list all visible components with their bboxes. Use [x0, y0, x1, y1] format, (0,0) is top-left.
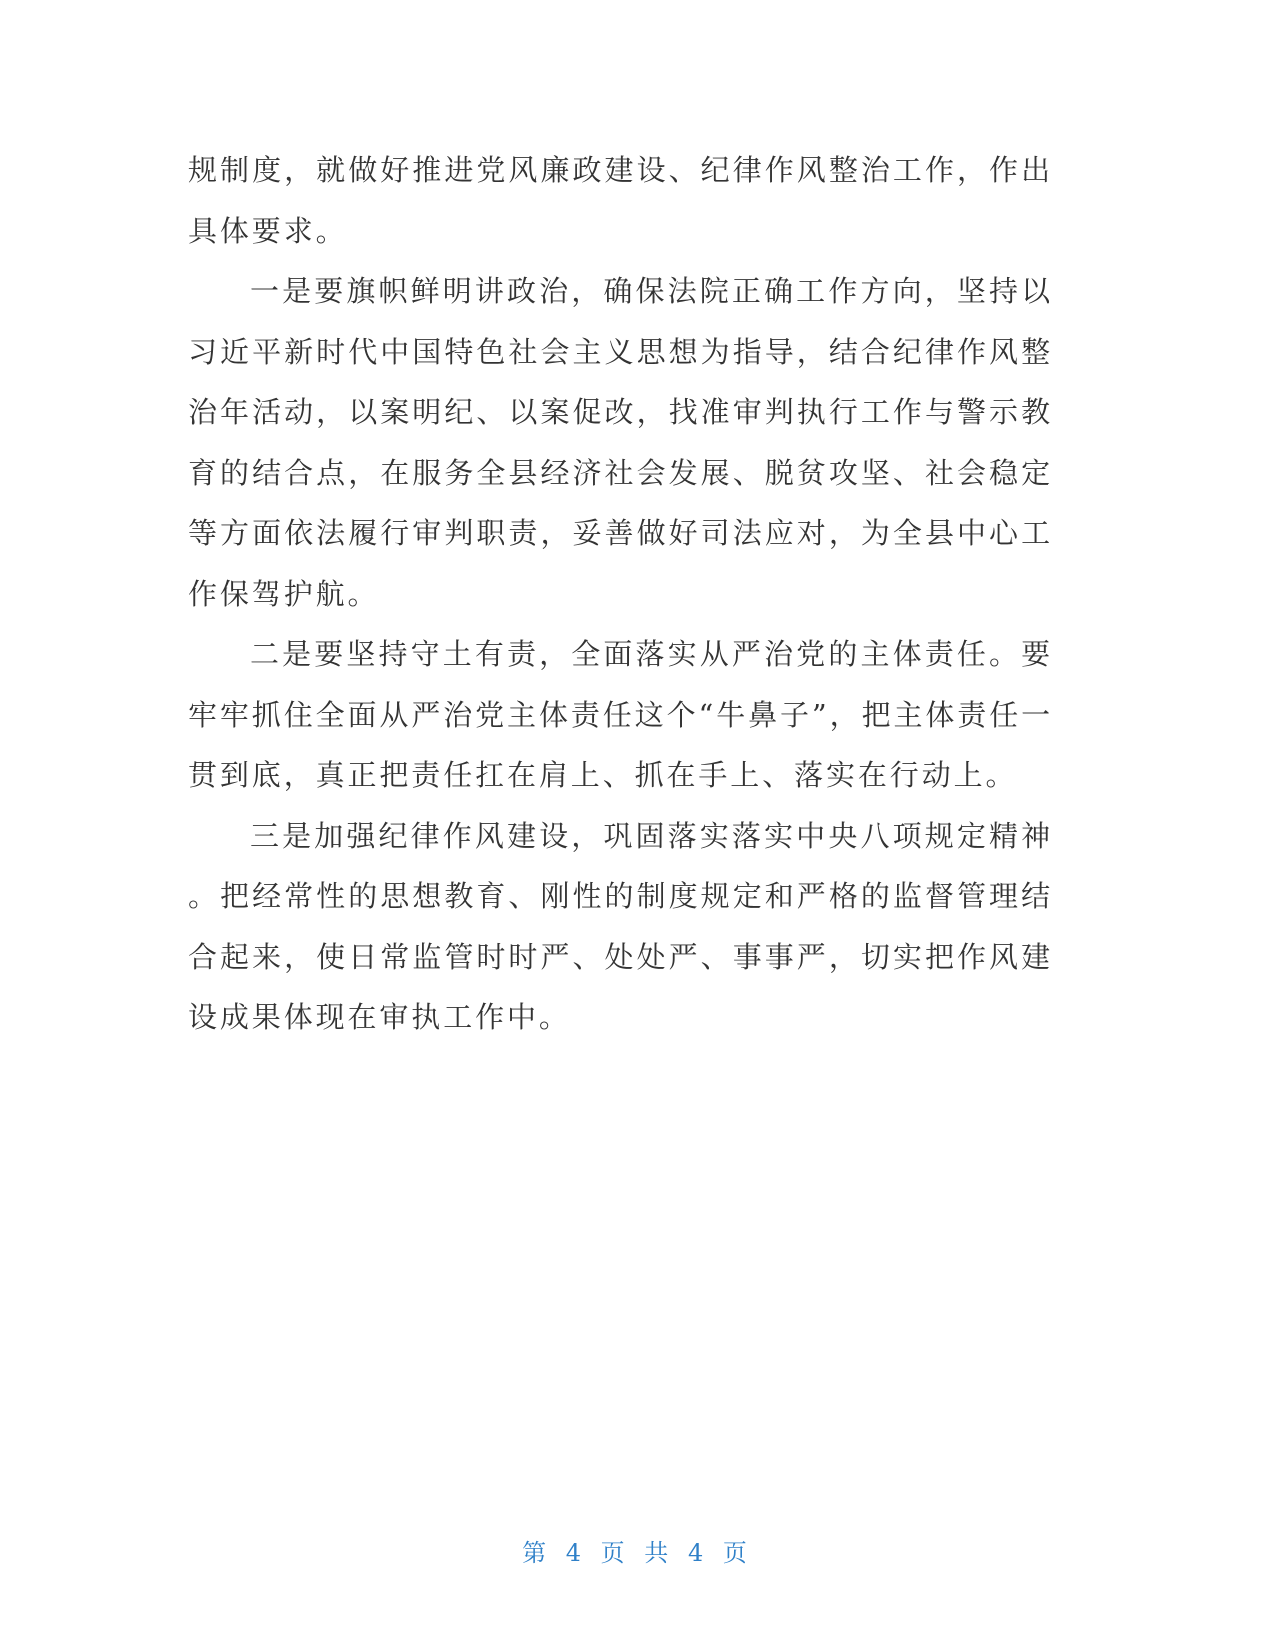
paragraph-continuation: 规制度，就做好推进党风廉政建设、纪律作风整治工作，作出具体要求。	[188, 153, 1053, 248]
paragraph-point-two: 二是要坚持守土有责，全面落实从严治党的主体责任。要牢牢抓住全面从严治党主体责任这个“牛鼻子”，把主体责任一贯到底，真正把责任扛在肩上、抓在手上、落实在行动上。	[188, 637, 1053, 792]
paragraph-point-three: 三是加强纪律作风建设，巩固落实落实中央八项规定精神。把经常性的思想教育、刚性的制度规定和严格的监督管理结合起来，使日常监管时时严、处处严、事事严，切实把作风建设成果体现在审执工作中。	[188, 818, 1053, 1034]
paragraph-point-one: 一是要旗帜鲜明讲政治，确保法院正确工作方向，坚持以习近平新时代中国特色社会主义思想为指导，结合纪律作风整治年活动，以案明纪、以案促改，找准审判执行工作与警示教育的结合点，在服务全县经济社会发展、脱贫攻坚、社会稳定等方面依法履行审判职责，妥善做好司法应对，为全县中心工作保驾护航。	[188, 274, 1053, 611]
document-body	[188, 140, 1053, 1048]
page-number-footer: 第 4 页 共 4 页	[522, 1539, 753, 1567]
